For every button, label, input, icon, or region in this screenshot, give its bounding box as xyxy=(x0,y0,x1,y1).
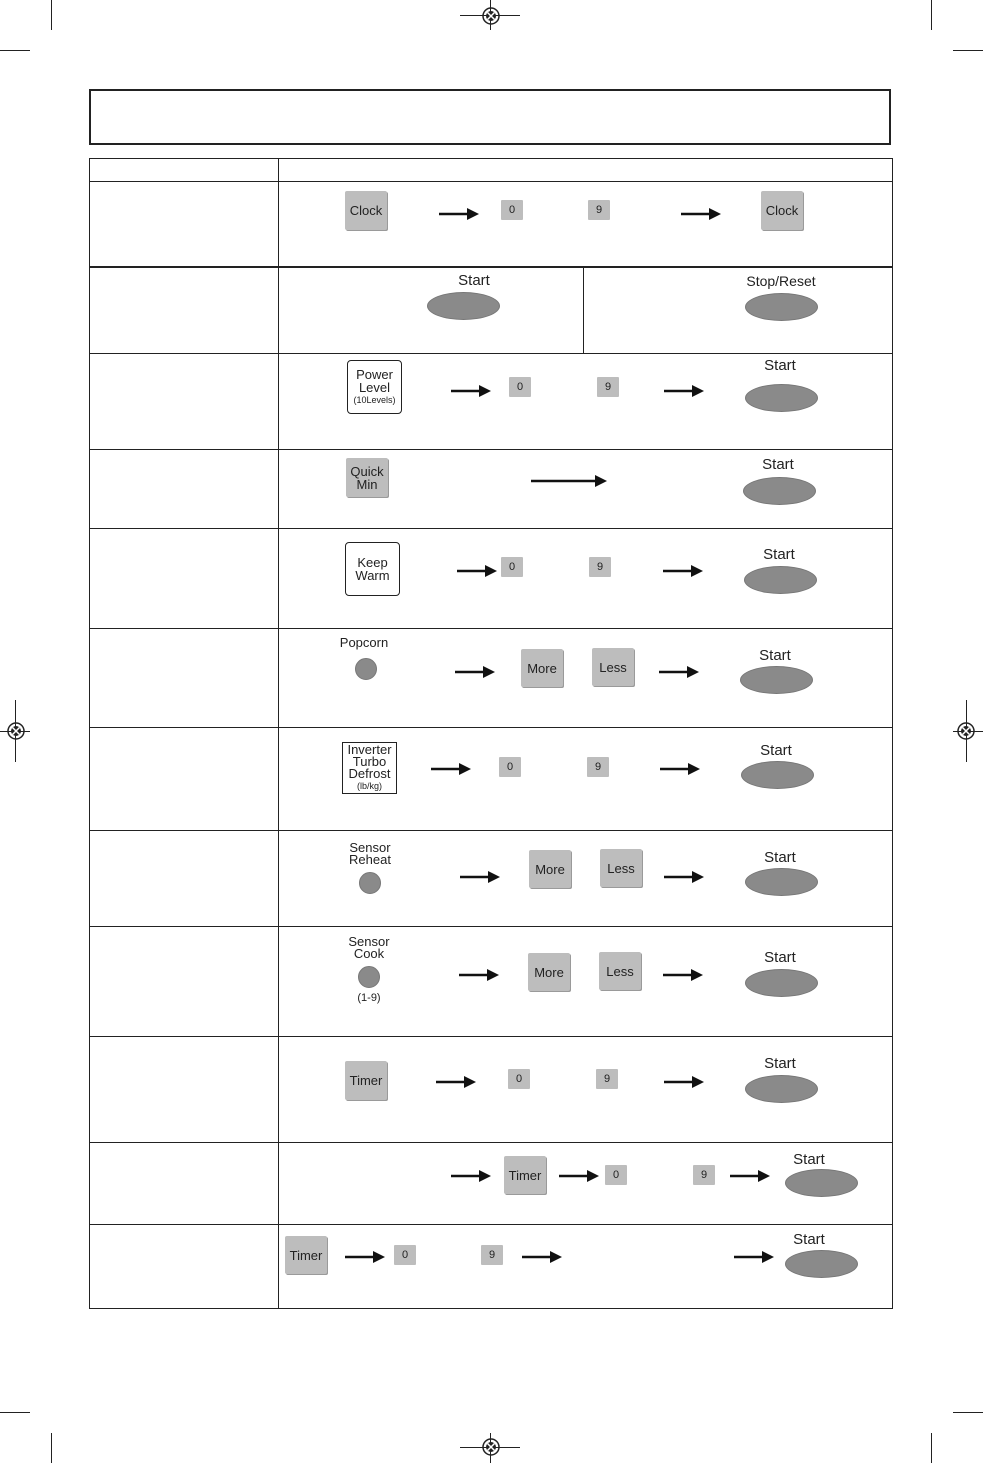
arrow-right-icon xyxy=(457,565,497,577)
table-row-power-level xyxy=(90,354,892,450)
registration-mark-icon xyxy=(476,1432,506,1462)
arrow-right-icon xyxy=(663,565,703,577)
arrow-right-icon xyxy=(455,666,495,678)
arrow-right-icon xyxy=(436,1076,476,1088)
timer-key: Timer xyxy=(345,1061,387,1100)
start-button-key xyxy=(427,292,500,320)
more-key: More xyxy=(521,649,563,687)
start-button-key xyxy=(740,666,813,694)
number-key-0: 0 xyxy=(605,1165,627,1185)
crop-mark xyxy=(953,50,983,51)
start-button-key xyxy=(785,1169,858,1197)
arrow-right-icon xyxy=(559,1170,599,1182)
table-row-sensor-cook xyxy=(90,927,892,1037)
row-steps xyxy=(279,1225,892,1308)
arrow-right-icon xyxy=(531,475,607,487)
start-label: Start xyxy=(760,742,792,759)
arrow-right-icon xyxy=(664,385,704,397)
start-label: Start xyxy=(764,357,796,374)
number-key-0: 0 xyxy=(501,557,523,577)
start-button-key xyxy=(741,761,814,789)
crop-mark xyxy=(0,50,30,51)
number-key-0: 0 xyxy=(508,1069,530,1089)
sensor-reheat-key xyxy=(359,872,381,894)
quick-min-key: Quick Min xyxy=(346,458,388,497)
table-row-sensor-reheat xyxy=(90,831,892,927)
arrow-right-icon xyxy=(734,1251,774,1263)
arrow-right-icon xyxy=(451,385,491,397)
column-split-divider xyxy=(583,268,584,353)
popcorn-key xyxy=(355,658,377,680)
arrow-right-icon xyxy=(730,1170,770,1182)
less-key: Less xyxy=(592,648,634,686)
row-steps xyxy=(279,354,892,449)
sensor-cook-label: Sensor Cook xyxy=(348,934,390,961)
crop-mark xyxy=(0,1412,30,1413)
arrow-right-icon xyxy=(659,666,699,678)
start-label: Start xyxy=(793,1231,825,1248)
row-steps xyxy=(279,1143,892,1224)
arrow-right-icon xyxy=(660,763,700,775)
start-label: Start xyxy=(764,849,796,866)
start-label: Start xyxy=(759,647,791,664)
start-label: Start xyxy=(764,949,796,966)
clock-key: Clock xyxy=(345,191,387,230)
start-label: Start xyxy=(793,1151,825,1168)
number-key-0: 0 xyxy=(501,200,523,220)
arrow-right-icon xyxy=(663,969,703,981)
table-row-popcorn xyxy=(90,629,892,728)
arrow-right-icon xyxy=(459,969,499,981)
table-row-inverter-turbo-defrost xyxy=(90,728,892,831)
arrow-right-icon xyxy=(681,208,721,220)
less-key: Less xyxy=(600,849,642,887)
start-button-key xyxy=(745,868,818,896)
row-steps xyxy=(279,450,892,528)
quick-reference-table xyxy=(89,158,893,1309)
number-key-0: 0 xyxy=(394,1245,416,1265)
number-key-9: 9 xyxy=(596,1069,618,1089)
start-button-key xyxy=(785,1250,858,1278)
crop-mark xyxy=(931,1433,932,1463)
less-key: Less xyxy=(599,952,641,990)
crop-mark xyxy=(953,1412,983,1413)
table-row-cook-then-timer xyxy=(90,1143,892,1225)
more-key: More xyxy=(529,850,571,888)
row-steps xyxy=(279,831,892,926)
row-steps xyxy=(279,182,892,266)
arrow-right-icon xyxy=(664,871,704,883)
more-key: More xyxy=(528,953,570,991)
arrow-right-icon xyxy=(522,1251,562,1263)
table-row-keep-warm xyxy=(90,529,892,629)
number-key-0: 0 xyxy=(499,757,521,777)
arrow-right-icon xyxy=(451,1170,491,1182)
table-row-clock xyxy=(90,182,892,268)
registration-mark-icon xyxy=(951,716,981,746)
start-label: Start xyxy=(764,1055,796,1072)
row-steps xyxy=(279,927,892,1036)
keep-warm-key: Keep Warm xyxy=(345,542,400,596)
arrow-right-icon xyxy=(664,1076,704,1088)
start-button-key xyxy=(745,969,818,997)
sensor-reheat-label: Sensor Reheat xyxy=(349,840,391,867)
row-steps xyxy=(279,728,892,830)
row-steps xyxy=(279,629,892,727)
crop-mark xyxy=(931,0,932,30)
sensor-cook-range: (1-9) xyxy=(357,992,381,1004)
power-level-key: Power Level (10Levels) xyxy=(347,360,402,414)
table-row-timer-then-cook xyxy=(90,1225,892,1308)
start-button-key xyxy=(745,384,818,412)
start-label: Start xyxy=(763,546,795,563)
start-label: Start xyxy=(762,456,794,473)
crop-mark xyxy=(51,0,52,30)
arrow-right-icon xyxy=(460,871,500,883)
number-key-9: 9 xyxy=(481,1245,503,1265)
number-key-9: 9 xyxy=(588,200,610,220)
inverter-turbo-defrost-key: Inverter Turbo Defrost (lb/kg) xyxy=(342,742,397,794)
timer-key: Timer xyxy=(285,1236,327,1274)
number-key-9: 9 xyxy=(693,1165,715,1185)
start-button-key xyxy=(743,477,816,505)
number-key-9: 9 xyxy=(589,557,611,577)
timer-key: Timer xyxy=(504,1156,546,1194)
crop-mark xyxy=(51,1433,52,1463)
table-row-timer xyxy=(90,1037,892,1143)
arrow-right-icon xyxy=(345,1251,385,1263)
stop-reset-label: Stop/Reset xyxy=(746,273,816,289)
table-header-row xyxy=(90,159,892,182)
start-button-key xyxy=(745,1075,818,1103)
start-button-key xyxy=(744,566,817,594)
row-steps xyxy=(279,1037,892,1142)
row-steps xyxy=(279,268,892,353)
registration-mark-icon xyxy=(476,1,506,31)
sensor-cook-key xyxy=(358,966,380,988)
arrow-right-icon xyxy=(439,208,479,220)
clock-key: Clock xyxy=(761,191,803,230)
arrow-right-icon xyxy=(431,763,471,775)
number-key-9: 9 xyxy=(597,377,619,397)
stop-reset-button-key xyxy=(745,293,818,321)
number-key-0: 0 xyxy=(509,377,531,397)
header-box xyxy=(89,89,891,145)
start-label: Start xyxy=(458,272,490,289)
popcorn-label: Popcorn xyxy=(339,635,389,650)
registration-mark-icon xyxy=(1,716,31,746)
number-key-9: 9 xyxy=(587,757,609,777)
table-row-quick-min xyxy=(90,450,892,529)
table-row-start-stop xyxy=(90,268,892,354)
row-steps xyxy=(279,529,892,628)
